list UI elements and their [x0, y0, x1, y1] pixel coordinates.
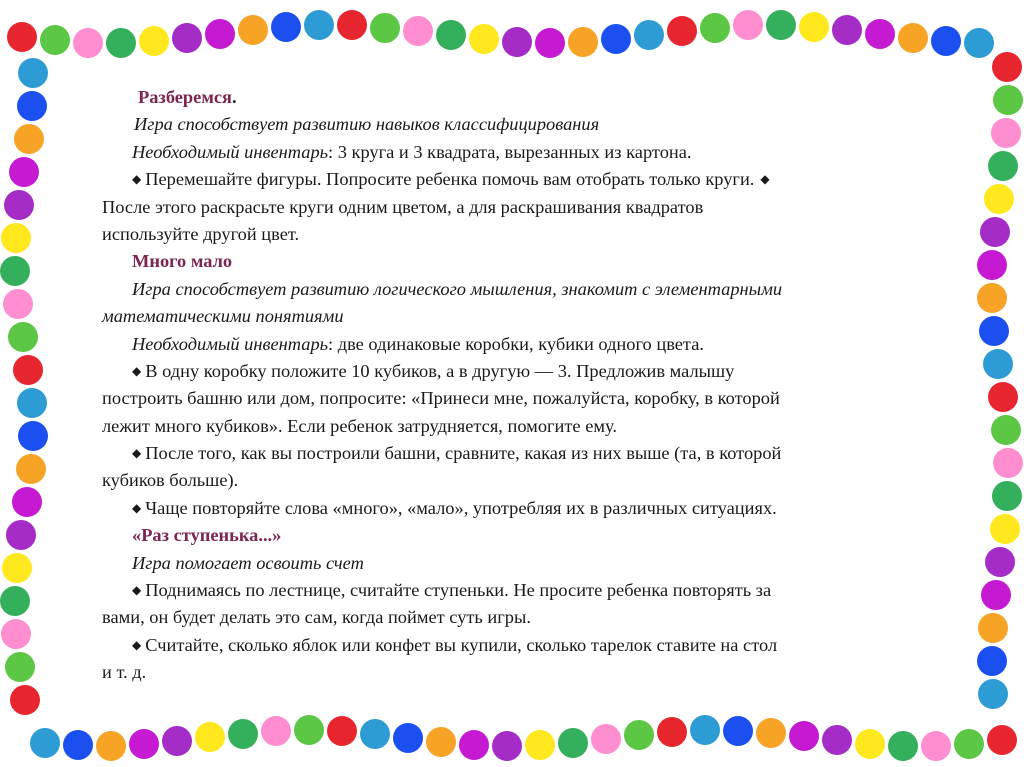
bead [0, 586, 30, 616]
bead [733, 10, 763, 40]
bead [139, 26, 169, 56]
inventory-label: Необходимый инвентарь [132, 141, 329, 162]
bead [459, 730, 489, 760]
bead [63, 730, 93, 760]
bead [261, 716, 291, 746]
bead [992, 481, 1022, 511]
bead [978, 613, 1008, 643]
bead [888, 731, 918, 761]
bead [14, 124, 44, 154]
bead [987, 725, 1017, 755]
bead [3, 289, 33, 319]
bead [535, 28, 565, 58]
bead [129, 729, 159, 759]
bead [931, 26, 961, 56]
section1-step1-cont: используйте другой цвет. [102, 223, 300, 244]
bead [657, 717, 687, 747]
bead [568, 27, 598, 57]
section1-subtitle: Игра способствует развитию навыков классифицирования [134, 114, 600, 135]
bead [991, 118, 1021, 148]
bead [832, 15, 862, 45]
bead [624, 720, 654, 750]
bead [271, 12, 301, 42]
bead [403, 16, 433, 46]
diamond-bullet-icon: ◆ [132, 363, 142, 378]
diamond-bullet-icon: ◆ [132, 500, 142, 515]
bead [7, 22, 37, 52]
diamond-bullet-icon: ◆ [132, 637, 142, 652]
bead [238, 15, 268, 45]
section1-step1: ◆ Перемешайте фигуры. Попросите ребенка помочь вам отобрать только круги. ◆ [102, 166, 952, 193]
section3-title: «Раз ступенька...» [132, 525, 282, 546]
section2-step1-cont: построить башню или дом, попросите: «Принеси мне, пожалуйста, коробку, в которой [102, 388, 780, 409]
bead [799, 12, 829, 42]
bead [106, 28, 136, 58]
bead [964, 28, 994, 58]
bead [17, 388, 47, 418]
section2-step2-cont: кубиков больше). [102, 470, 239, 491]
bead [558, 728, 588, 758]
bead [40, 25, 70, 55]
bead [294, 715, 324, 745]
bead [977, 250, 1007, 280]
bead [977, 646, 1007, 676]
bead [993, 448, 1023, 478]
bead [988, 151, 1018, 181]
bead [723, 716, 753, 746]
section2-step1-cont: лежит много кубиков». Если ребенок затрудняется, помогите ему. [102, 415, 617, 436]
section2-title: Много мало [132, 251, 233, 272]
section2-step2: ◆ После того, как вы построили башни, сравните, какая из них выше (та, в которой [102, 440, 952, 467]
bead [921, 731, 951, 761]
bead [985, 547, 1015, 577]
bead [756, 718, 786, 748]
inventory-label: Необходимый инвентарь [132, 333, 329, 354]
bead [4, 190, 34, 220]
bead [983, 349, 1013, 379]
bead [6, 520, 36, 550]
bead [1, 223, 31, 253]
bead [5, 652, 35, 682]
bead [2, 553, 32, 583]
bead [327, 716, 357, 746]
bead [337, 10, 367, 40]
bead [370, 13, 400, 43]
bead [8, 322, 38, 352]
section1-title: Разберемся [138, 87, 232, 107]
bead [525, 730, 555, 760]
bead [360, 719, 390, 749]
diamond-bullet-icon: ◆ [132, 446, 142, 461]
bead [634, 20, 664, 50]
bead [0, 256, 30, 286]
bead [700, 13, 730, 43]
bead [492, 731, 522, 761]
bead [690, 715, 720, 745]
bead [16, 454, 46, 484]
bead [9, 157, 39, 187]
bead [96, 731, 126, 761]
bead [10, 685, 40, 715]
bead [502, 27, 532, 57]
bead [898, 23, 928, 53]
bead [865, 19, 895, 49]
diamond-bullet-icon: ◆ [760, 172, 770, 187]
section3-subtitle: Игра помогает освоить счет [132, 552, 364, 573]
bead [205, 19, 235, 49]
bead [991, 415, 1021, 445]
diamond-bullet-icon: ◆ [132, 172, 142, 187]
section3-step1-cont: вами, он будет делать это сам, когда поймет суть игры. [102, 607, 531, 628]
bead [172, 23, 202, 53]
section3-step2-cont: и т. д. [102, 662, 147, 683]
bead [17, 91, 47, 121]
bead [978, 679, 1008, 709]
bead [954, 729, 984, 759]
bead [601, 24, 631, 54]
section2-inventory: Необходимый инвентарь: две одинаковые коробки, кубики одного цвета. [132, 333, 704, 354]
bead [18, 58, 48, 88]
bead [228, 719, 258, 749]
bead [436, 20, 466, 50]
section3-step1: ◆ Поднимаясь по лестнице, считайте ступеньки. Не просите ребенка повторять за [102, 577, 952, 604]
document-text [102, 84, 952, 687]
bead [162, 726, 192, 756]
section1-inventory: Необходимый инвентарь: 3 круга и 3 квадрата, вырезанных из картона. [132, 141, 692, 162]
bead [13, 355, 43, 385]
section1-title-line: Разберемся. [138, 87, 237, 107]
bead [822, 725, 852, 755]
bead [984, 184, 1014, 214]
bead [990, 514, 1020, 544]
bead [980, 217, 1010, 247]
section3-step2: ◆ Считайте, сколько яблок или конфет вы купили, сколько тарелок ставите на стол [102, 632, 952, 659]
bead [979, 316, 1009, 346]
bead [992, 52, 1022, 82]
section2-step1: ◆ В одну коробку положите 10 кубиков, а в другую — 3. Предложив малышу [102, 358, 952, 385]
section1-step1-cont: После этого раскрасьте круги одним цветом, а для раскрашивания квадратов [102, 196, 704, 217]
bead [591, 724, 621, 754]
bead [426, 727, 456, 757]
bead [855, 729, 885, 759]
bead [18, 421, 48, 451]
bead [304, 10, 334, 40]
section2-subtitle-cont: математическими понятиями [102, 306, 344, 327]
bead [667, 16, 697, 46]
bead [988, 382, 1018, 412]
bead [12, 487, 42, 517]
section2-subtitle: Игра способствует развитию логического мышления, знакомит с элементарными [132, 278, 783, 299]
bead [469, 24, 499, 54]
bead [1, 619, 31, 649]
bead [30, 728, 60, 758]
bead [993, 85, 1023, 115]
bead [73, 28, 103, 58]
bead [195, 722, 225, 752]
bead [766, 10, 796, 40]
section2-step3: ◆ Чаще повторяйте слова «много», «мало», употребляя их в различных ситуациях. [102, 495, 952, 522]
bead [789, 721, 819, 751]
bead [981, 580, 1011, 610]
bead [393, 723, 423, 753]
bead [977, 283, 1007, 313]
diamond-bullet-icon: ◆ [132, 583, 142, 598]
